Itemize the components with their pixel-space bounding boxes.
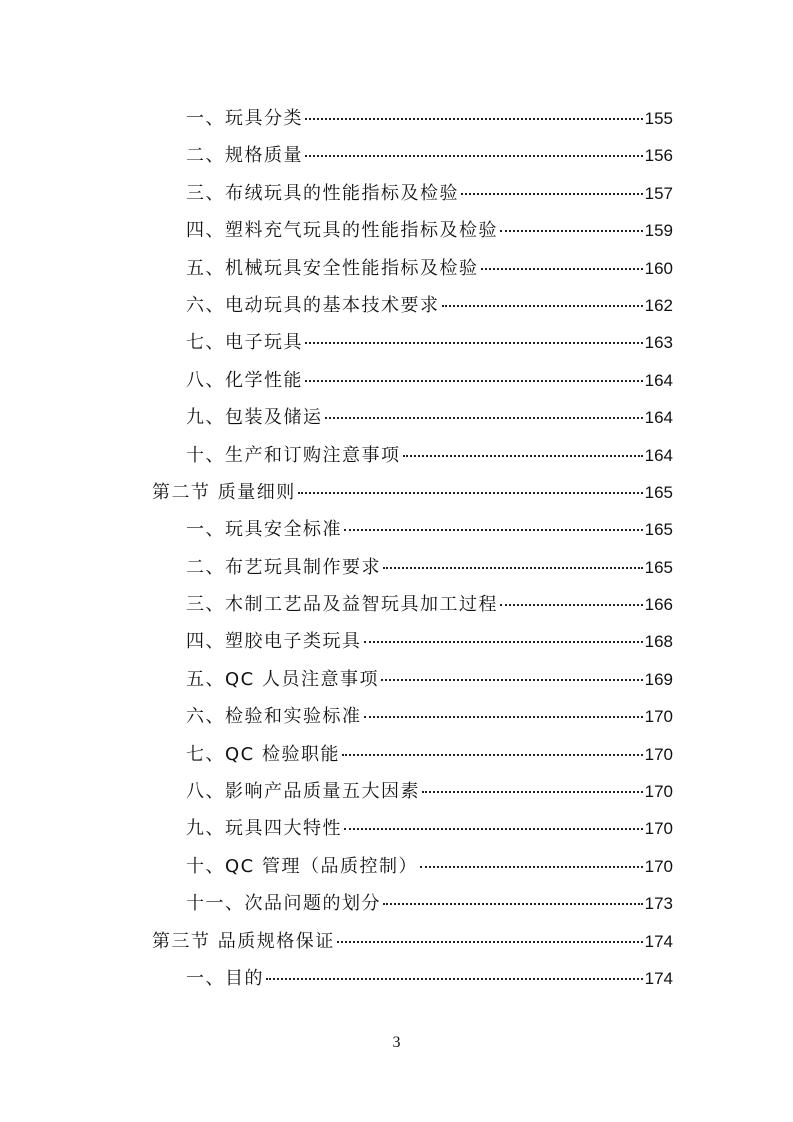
toc-entry-title: 八、影响产品质量五大因素 (186, 781, 420, 803)
toc-entry-page-number: 166 (644, 595, 673, 615)
toc-dot-leader (305, 118, 643, 120)
toc-entry-page-number: 163 (644, 333, 673, 353)
toc-entry-title: 一、目的 (186, 967, 264, 989)
toc-entry-title: 三、布绒玩具的性能指标及检验 (186, 182, 459, 204)
toc-entry-title: 五、QC 人员注意事项 (186, 668, 379, 690)
toc-entry[interactable] (0, 623, 793, 660)
toc-entry-page-number: 162 (644, 295, 673, 315)
toc-entry[interactable] (0, 100, 793, 137)
toc-entry-title: 七、QC 检验职能 (186, 743, 340, 765)
toc-entry-title: 十、QC 管理（品质控制） (186, 855, 418, 877)
toc-entry-page-number: 169 (644, 669, 673, 689)
toc-entry[interactable] (0, 960, 793, 997)
toc-entry-title: 五、机械玩具安全性能指标及检验 (186, 257, 479, 279)
toc-entry-title: 一、玩具分类 (186, 108, 303, 129)
toc-entry[interactable] (0, 848, 793, 885)
toc-entry-page-number: 165 (644, 557, 673, 577)
toc-dot-leader (442, 305, 643, 307)
toc-entry-title: 一、玩具安全标准 (186, 519, 342, 541)
toc-entry[interactable] (0, 137, 793, 174)
toc-entry-page-number: 170 (644, 819, 673, 839)
toc-dot-leader (325, 417, 643, 419)
toc-dot-leader (344, 529, 643, 531)
toc-entry-title: 七、电子玩具 (186, 332, 303, 354)
toc-entry-title: 九、包装及储运 (186, 407, 323, 429)
table-of-contents (0, 100, 793, 997)
toc-entry[interactable] (0, 810, 793, 847)
toc-entry-title: 二、规格质量 (186, 145, 303, 167)
page-number: 3 (392, 1034, 401, 1051)
toc-dot-leader (403, 455, 643, 457)
toc-entry-title: 四、塑料充气玩具的性能指标及检验 (186, 220, 498, 242)
toc-entry[interactable] (0, 773, 793, 810)
toc-entry-title: 六、检验和实验标准 (186, 706, 362, 728)
toc-entry[interactable] (0, 362, 793, 399)
toc-entry[interactable] (0, 324, 793, 361)
toc-entry-page-number: 160 (644, 258, 673, 278)
toc-entry-title: 第三节 品质规格保证 (152, 930, 335, 952)
toc-entry-title: 八、化学性能 (186, 369, 303, 391)
toc-entry[interactable] (0, 212, 793, 249)
toc-entry-title: 四、塑胶电子类玩具 (186, 631, 362, 653)
toc-entry[interactable] (0, 586, 793, 623)
toc-entry-page-number: 155 (644, 109, 673, 128)
toc-entry-title: 二、布艺玩具制作要求 (186, 556, 381, 578)
toc-entry-page-number: 164 (644, 370, 673, 390)
toc-entry-title: 六、电动玩具的基本技术要求 (186, 294, 440, 316)
toc-entry[interactable] (0, 885, 793, 922)
toc-entry-page-number: 159 (644, 221, 673, 241)
toc-section-entry[interactable] (0, 923, 793, 960)
toc-dot-leader (383, 567, 643, 569)
toc-dot-leader (266, 978, 643, 980)
toc-entry-page-number: 173 (644, 894, 673, 914)
toc-dot-leader (337, 941, 643, 943)
toc-entry-page-number: 170 (644, 707, 673, 727)
toc-entry-page-number: 165 (644, 482, 673, 502)
toc-entry[interactable] (0, 287, 793, 324)
toc-dot-leader (344, 828, 643, 830)
toc-entry-title: 三、木制工艺品及益智玩具加工过程 (186, 594, 498, 616)
toc-dot-leader (383, 903, 643, 905)
toc-entry-title: 第二节 质量细则 (152, 481, 296, 503)
toc-dot-leader (298, 492, 643, 494)
toc-entry[interactable] (0, 250, 793, 287)
toc-entry-page-number: 174 (644, 968, 673, 988)
toc-entry-page-number: 157 (644, 183, 673, 203)
toc-entry[interactable] (0, 399, 793, 436)
toc-entry-title: 九、玩具四大特性 (186, 818, 342, 840)
toc-dot-leader (305, 342, 643, 344)
toc-dot-leader (305, 380, 643, 382)
toc-entry-title: 十、生产和订购注意事项 (186, 444, 401, 466)
toc-dot-leader (305, 155, 643, 157)
toc-entry[interactable] (0, 437, 793, 474)
toc-section-entry[interactable] (0, 474, 793, 511)
toc-dot-leader (461, 193, 643, 195)
toc-entry[interactable] (0, 511, 793, 548)
toc-dot-leader (422, 791, 643, 793)
toc-entry-page-number: 168 (644, 632, 673, 652)
toc-dot-leader (481, 268, 643, 270)
toc-dot-leader (381, 679, 643, 681)
toc-entry-page-number: 174 (644, 931, 673, 951)
toc-entry[interactable] (0, 736, 793, 773)
toc-dot-leader (500, 230, 643, 232)
toc-dot-leader (342, 754, 643, 756)
toc-entry-page-number: 165 (644, 520, 673, 540)
toc-dot-leader (364, 716, 643, 718)
toc-entry-page-number: 170 (644, 782, 673, 802)
toc-entry[interactable] (0, 549, 793, 586)
toc-entry[interactable] (0, 661, 793, 698)
toc-dot-leader (364, 641, 643, 643)
toc-entry-page-number: 164 (644, 445, 673, 465)
toc-entry[interactable] (0, 698, 793, 735)
toc-entry-title: 十一、次品问题的划分 (186, 893, 381, 915)
toc-dot-leader (420, 866, 643, 868)
toc-dot-leader (500, 604, 643, 606)
toc-entry-page-number: 164 (644, 408, 673, 428)
toc-entry-page-number: 156 (644, 146, 673, 166)
toc-entry-page-number: 170 (644, 856, 673, 876)
toc-entry[interactable] (0, 175, 793, 212)
toc-entry-page-number: 170 (644, 744, 673, 764)
